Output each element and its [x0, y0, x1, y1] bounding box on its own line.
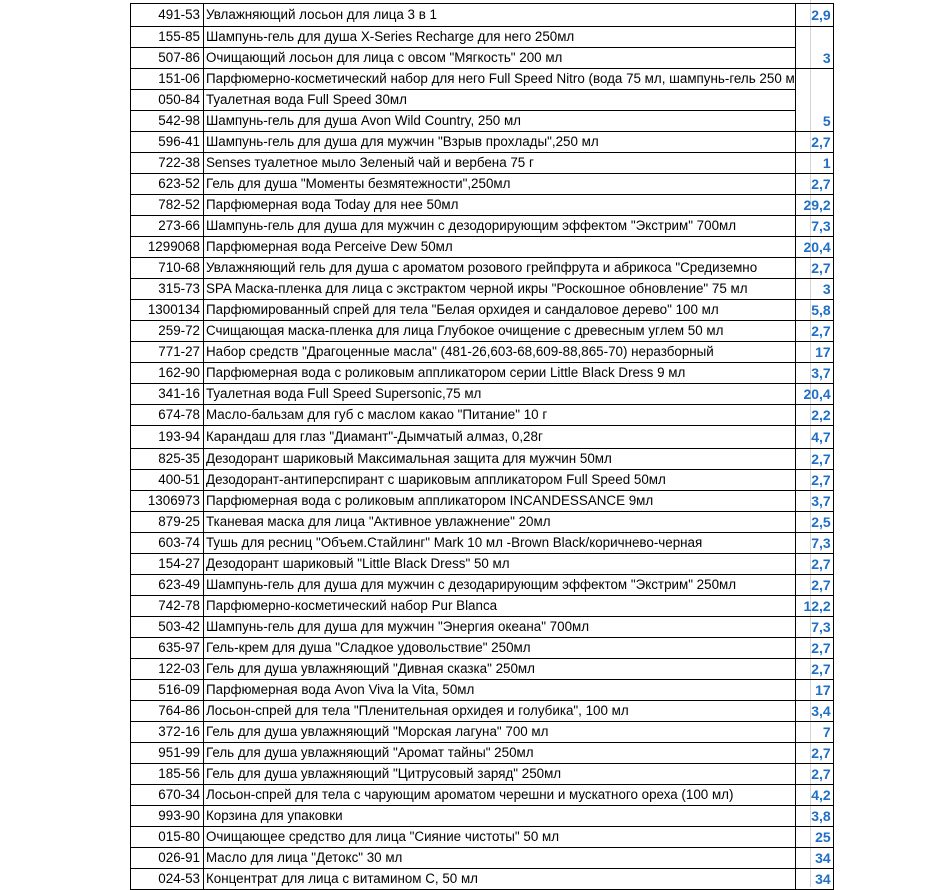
table-row — [131, 701, 834, 722]
price-cell[interactable]: 4,2 — [795, 785, 833, 806]
table-row — [131, 195, 834, 216]
price-cell[interactable]: 2,9 — [795, 4, 833, 27]
product-name-cell[interactable]: Гель-крем для душа "Сладкое удовольствие" 250мл — [204, 638, 796, 659]
product-name-cell[interactable]: Гель для душа увлажняющий "Дивная сказка" 250мл — [204, 659, 796, 680]
product-code-cell[interactable]: 825-35 — [131, 449, 204, 470]
table-row — [131, 449, 834, 470]
product-code-cell[interactable]: 516-09 — [131, 680, 204, 701]
product-code-cell[interactable]: 507-86 — [131, 48, 204, 69]
product-name-cell[interactable]: Дезодорант шариковый "Little Black Dress" 50 мл — [204, 554, 796, 575]
product-code-cell[interactable]: 1300134 — [131, 300, 204, 321]
price-cell[interactable]: 17 — [795, 342, 833, 363]
product-code-cell[interactable]: 162-90 — [131, 363, 204, 384]
product-code-cell[interactable]: 722-38 — [131, 153, 204, 174]
product-name-cell[interactable]: Увлажняющий гель для душа с ароматом розового грейпфрута и абрикоса "Средиземно — [204, 258, 796, 279]
price-cell[interactable]: 3,8 — [795, 806, 833, 827]
table-row — [131, 743, 834, 764]
price-cell[interactable]: 7,3 — [795, 533, 833, 554]
product-name-cell[interactable]: Туалетная вода Full Speed 30мл — [204, 90, 796, 111]
price-cell[interactable]: 25 — [795, 827, 833, 848]
product-name-cell[interactable]: Парфюмерная вода с роликовым аппликатором INCANDESSANCE 9мл — [204, 491, 796, 512]
price-cell[interactable]: 2,7 — [795, 132, 833, 153]
price-cell[interactable]: 3 — [795, 48, 833, 69]
price-cell[interactable]: 3,7 — [795, 363, 833, 384]
product-name-cell[interactable]: Туалетная вода Full Speed Supersonic,75 мл — [204, 384, 796, 405]
product-code-cell[interactable]: 491-53 — [131, 4, 204, 27]
product-name-cell[interactable]: Парфюмерная вода Today для нее 50мл — [204, 195, 796, 216]
table-row — [131, 680, 834, 701]
price-cell[interactable]: 29,2 — [795, 195, 833, 216]
product-code-cell[interactable]: 1306973 — [131, 491, 204, 512]
price-cell[interactable]: 2,7 — [795, 554, 833, 575]
product-name-cell[interactable]: Масло-бальзам для губ с маслом какао "Питание" 10 г — [204, 405, 796, 426]
price-cell[interactable]: 34 — [795, 848, 833, 869]
product-code-cell[interactable]: 372-16 — [131, 722, 204, 743]
price-cell[interactable]: 3 — [795, 279, 833, 300]
table-row — [131, 405, 834, 426]
product-code-cell[interactable]: 742-78 — [131, 596, 204, 617]
table-row — [131, 27, 834, 48]
product-code-cell[interactable]: 400-51 — [131, 470, 204, 491]
table-row — [131, 617, 834, 638]
product-name-cell[interactable]: Увлажняющий лосьон для лица 3 в 1 — [204, 4, 796, 27]
table-row — [131, 785, 834, 806]
product-name-cell[interactable]: Гель для душа увлажняющий "Цитрусовый заряд" 250мл — [204, 764, 796, 785]
product-name-cell[interactable]: Шампунь-гель для душа для мужчин "Энергия океана" 700мл — [204, 617, 796, 638]
product-name-cell[interactable]: Парфюмерная вода Perceive Dew 50мл — [204, 237, 796, 258]
product-code-cell[interactable]: 764-86 — [131, 701, 204, 722]
product-code-cell[interactable]: 670-34 — [131, 785, 204, 806]
price-cell[interactable]: 2,7 — [795, 321, 833, 342]
product-code-cell[interactable]: 154-27 — [131, 554, 204, 575]
price-cell[interactable]: 2,7 — [795, 743, 833, 764]
table-row — [131, 533, 834, 554]
product-code-cell[interactable]: 151-06 — [131, 69, 204, 90]
product-code-cell[interactable]: 710-68 — [131, 258, 204, 279]
product-name-cell[interactable]: Парфюмированный спрей для тела "Белая орхидея и сандаловое дерево" 100 мл — [204, 300, 796, 321]
product-name-cell[interactable]: Тканевая маска для лица "Активное увлажнение" 20мл — [204, 512, 796, 533]
table-row — [131, 279, 834, 300]
price-cell[interactable]: 7,3 — [795, 617, 833, 638]
price-cell[interactable]: 2,7 — [795, 258, 833, 279]
product-code-cell[interactable]: 015-80 — [131, 827, 204, 848]
table-row — [131, 638, 834, 659]
table-row — [131, 806, 834, 827]
product-name-cell[interactable]: Парфюмерная вода Avon Viva la Vita, 50мл — [204, 680, 796, 701]
product-code-cell[interactable]: 122-03 — [131, 659, 204, 680]
price-cell[interactable]: 2,5 — [795, 512, 833, 533]
product-name-cell[interactable]: Парфюмерная вода с роликовым аппликатором серии Little Black Dress 9 мл — [204, 363, 796, 384]
price-cell[interactable]: 3,4 — [795, 701, 833, 722]
price-cell[interactable]: 2,2 — [795, 405, 833, 426]
product-name-cell[interactable]: Лосьон-спрей для тела "Пленительная орхидея и голубика", 100 мл — [204, 701, 796, 722]
price-cell[interactable]: 2,7 — [795, 470, 833, 491]
price-cell[interactable]: 7,3 — [795, 216, 833, 237]
table-row — [131, 659, 834, 680]
price-cell[interactable]: 5,8 — [795, 300, 833, 321]
table-row — [131, 321, 834, 342]
table-row — [131, 237, 834, 258]
product-code-cell[interactable]: 193-94 — [131, 426, 204, 449]
product-name-cell[interactable]: Дезодорант-антиперспирант с шариковым аппликатором Full Speed 50мл — [204, 470, 796, 491]
table-row — [131, 827, 834, 848]
table-row — [131, 554, 834, 575]
product-code-cell[interactable]: 050-84 — [131, 90, 204, 111]
table-row — [131, 174, 834, 195]
table-row — [131, 258, 834, 279]
product-name-cell[interactable]: Гель для душа увлажняющий "Аромат тайны" 250мл — [204, 743, 796, 764]
product-code-cell[interactable]: 273-66 — [131, 216, 204, 237]
table-row — [131, 90, 834, 111]
product-name-cell[interactable]: Шампунь-гель для душа для мужчин "Взрыв прохлады",250 мл — [204, 132, 796, 153]
table-row — [131, 300, 834, 321]
product-name-cell[interactable]: Корзина для упаковки — [204, 806, 796, 827]
table-row — [131, 848, 834, 869]
price-cell[interactable]: 2,7 — [795, 638, 833, 659]
table-row — [131, 426, 834, 449]
product-code-cell[interactable]: 674-78 — [131, 405, 204, 426]
product-name-cell[interactable]: Шампунь-гель для душа X-Series Recharge для него 250мл — [204, 27, 796, 48]
product-name-cell[interactable]: Senses туалетное мыло Зеленый чай и вербена 75 г — [204, 153, 796, 174]
price-cell[interactable] — [795, 90, 833, 111]
table-row — [131, 48, 834, 69]
product-name-cell[interactable]: Тушь для ресниц "Объем.Стайлинг" Mark 10 мл -Brown Black/коричнево-черная — [204, 533, 796, 554]
product-code-cell[interactable]: 635-97 — [131, 638, 204, 659]
product-code-cell[interactable]: 155-85 — [131, 27, 204, 48]
price-cell[interactable] — [795, 27, 833, 48]
table-row — [131, 153, 834, 174]
price-cell[interactable]: 20,4 — [795, 384, 833, 405]
product-name-cell[interactable]: Парфюмерно-косметический набор Pur Blanca — [204, 596, 796, 617]
price-cell[interactable]: 2,7 — [795, 764, 833, 785]
product-code-cell[interactable]: 596-41 — [131, 132, 204, 153]
table-row — [131, 869, 834, 890]
product-code-cell[interactable]: 603-74 — [131, 533, 204, 554]
table-row — [131, 491, 834, 512]
product-name-cell[interactable]: Концентрат для лица с витамином С, 50 мл — [204, 869, 796, 890]
product-name-cell[interactable]: Карандаш для глаз "Диамант"-Дымчатый алмаз, 0,28г — [204, 426, 796, 449]
product-name-cell[interactable]: Масло для лица "Детокс" 30 мл — [204, 848, 796, 869]
product-code-cell[interactable]: 026-91 — [131, 848, 204, 869]
price-cell[interactable]: 3,7 — [795, 491, 833, 512]
product-code-cell[interactable]: 185-56 — [131, 764, 204, 785]
product-name-cell[interactable]: Гель для душа "Моменты безмятежности",250мл — [204, 174, 796, 195]
table-row — [131, 722, 834, 743]
price-cell[interactable]: 4,7 — [795, 426, 833, 449]
price-cell[interactable]: 17 — [795, 680, 833, 701]
price-cell[interactable] — [795, 69, 833, 90]
product-code-cell[interactable]: 623-49 — [131, 575, 204, 596]
product-code-cell[interactable]: 782-52 — [131, 195, 204, 216]
price-cell[interactable]: 2,7 — [795, 659, 833, 680]
product-code-cell[interactable]: 315-73 — [131, 279, 204, 300]
table-row — [131, 512, 834, 533]
product-name-cell[interactable]: Лосьон-спрей для тела с чарующим ароматом черешни и мускатного ореха (100 мл) — [204, 785, 796, 806]
table-row — [131, 111, 834, 132]
product-name-cell[interactable]: Парфюмерно-косметический набор для него Full Speed Nitro (вода 75 мл, шампунь-гель 250 м — [204, 69, 796, 90]
price-cell[interactable]: 34 — [795, 869, 833, 890]
price-cell[interactable]: 2,7 — [795, 575, 833, 596]
product-code-cell[interactable]: 542-98 — [131, 111, 204, 132]
product-name-cell[interactable]: Шампунь-гель для душа для мужчин с дезодорирующим эффектом "Экстрим" 700мл — [204, 216, 796, 237]
table-row — [131, 764, 834, 785]
product-table — [130, 3, 834, 890]
product-code-cell[interactable]: 623-52 — [131, 174, 204, 195]
product-name-cell[interactable]: Очищающий лосьон для лица с овсом "Мягкость" 200 мл — [204, 48, 796, 69]
table-row — [131, 363, 834, 384]
price-cell[interactable]: 5 — [795, 111, 833, 132]
product-code-cell[interactable]: 024-53 — [131, 869, 204, 890]
table-row — [131, 4, 834, 27]
product-name-cell[interactable]: Набор средств "Драгоценные масла" (481-26,603-68,609-88,865-70) неразборный — [204, 342, 796, 363]
product-name-cell[interactable]: Гель для душа увлажняющий "Морская лагуна" 700 мл — [204, 722, 796, 743]
product-code-cell[interactable]: 879-25 — [131, 512, 204, 533]
product-code-cell[interactable]: 341-16 — [131, 384, 204, 405]
price-cell[interactable]: 20,4 — [795, 237, 833, 258]
table-row — [131, 384, 834, 405]
table-row — [131, 69, 834, 90]
price-cell[interactable]: 12,2 — [795, 596, 833, 617]
product-name-cell[interactable]: Дезодорант шариковый Максимальная защита для мужчин 50мл — [204, 449, 796, 470]
product-name-cell[interactable]: Очищающее средство для лица "Сияние чистоты" 50 мл — [204, 827, 796, 848]
product-code-cell[interactable]: 259-72 — [131, 321, 204, 342]
product-name-cell[interactable]: Шампунь-гель для душа для мужчин с дезодарирующим эффектом "Экстрим" 250мл — [204, 575, 796, 596]
price-cell[interactable]: 2,7 — [795, 449, 833, 470]
product-code-cell[interactable]: 771-27 — [131, 342, 204, 363]
table-row — [131, 596, 834, 617]
product-name-cell[interactable]: Шампунь-гель для душа Avon Wild Country, 250 мл — [204, 111, 796, 132]
table-row — [131, 575, 834, 596]
product-code-cell[interactable]: 1299068 — [131, 237, 204, 258]
price-cell[interactable]: 1 — [795, 153, 833, 174]
price-cell[interactable]: 2,7 — [795, 174, 833, 195]
product-code-cell[interactable]: 951-99 — [131, 743, 204, 764]
product-name-cell[interactable]: Счищающая маска-пленка для лица Глубокое очищение с древесным углем 50 мл — [204, 321, 796, 342]
price-cell[interactable]: 7 — [795, 722, 833, 743]
table-row — [131, 342, 834, 363]
table-row — [131, 470, 834, 491]
table-row — [131, 132, 834, 153]
product-name-cell[interactable]: SPA Маска-пленка для лица с экстрактом черной икры "Роскошное обновление" 75 мл — [204, 279, 796, 300]
product-code-cell[interactable]: 993-90 — [131, 806, 204, 827]
table-row — [131, 216, 834, 237]
product-code-cell[interactable]: 503-42 — [131, 617, 204, 638]
